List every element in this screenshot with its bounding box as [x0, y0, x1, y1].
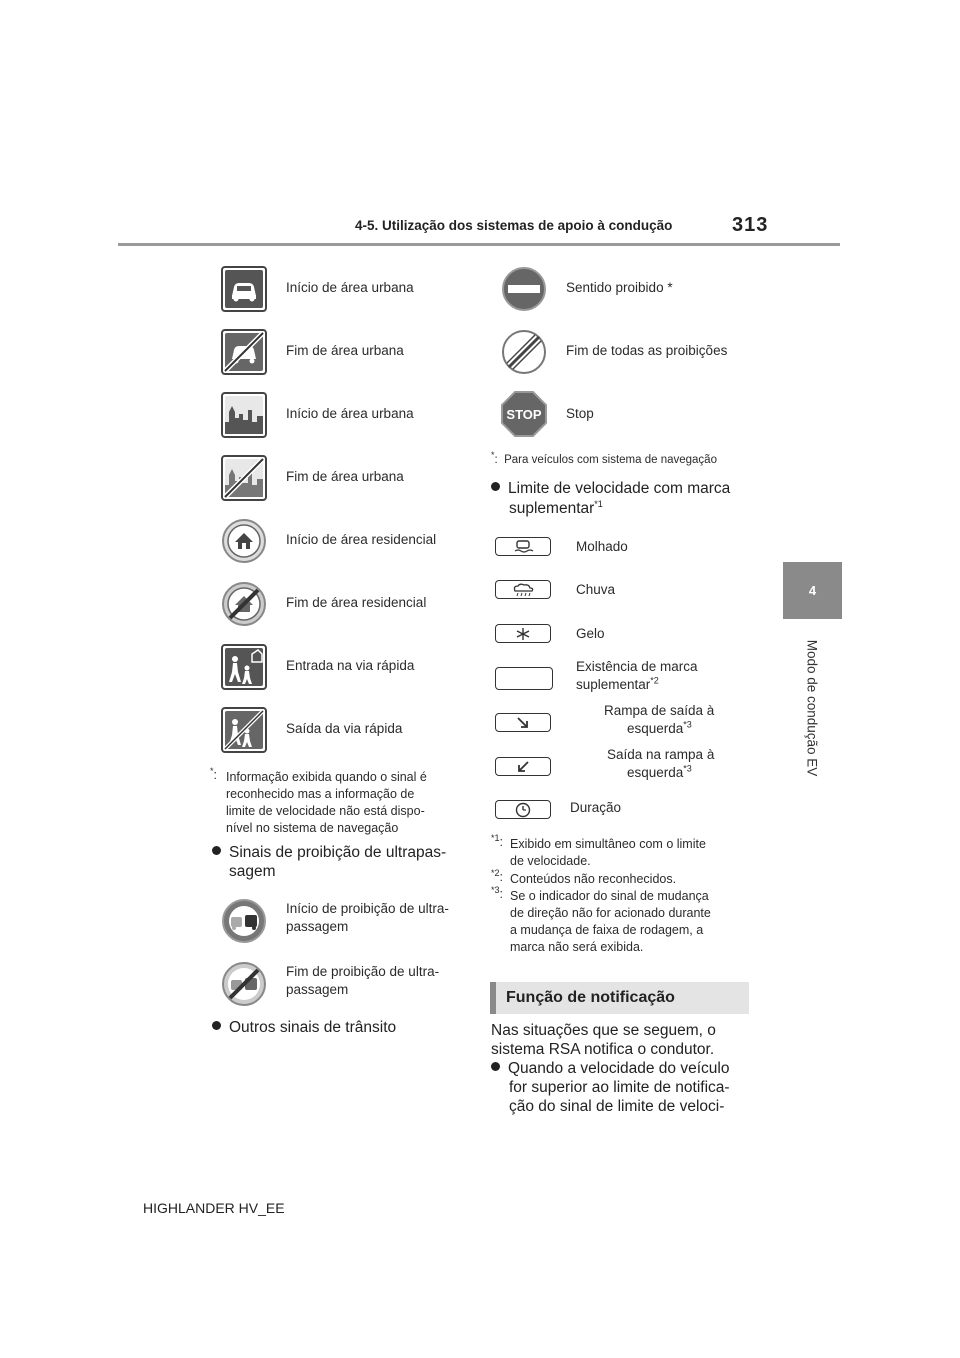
footnote-3-line-2: de direção não for acionado durante — [510, 906, 711, 920]
right-sign-label-3: Stop — [566, 406, 594, 421]
expressway-entry-sign-icon — [221, 644, 267, 690]
supplement-bullet-line-2: suplementar$^{*1}$ — [509, 498, 603, 517]
left-sign-label-7: Entrada na via rápida — [286, 658, 415, 673]
left-sign-label-8: Saída da via rápida — [286, 721, 403, 736]
bullet-dot-icon — [491, 482, 500, 491]
overtaking-label-2b: passagem — [286, 982, 349, 997]
blank-plate-icon — [495, 667, 553, 690]
left-note-line-3: limite de velocidade não está dispo- — [226, 804, 425, 818]
rain-cloud-icon — [495, 580, 551, 599]
end-all-restrictions-sign-icon — [500, 329, 548, 375]
house-round-crossed-sign-icon — [221, 581, 267, 627]
chapter-tab: 4 — [783, 562, 842, 619]
right-sign-label-1: Sentido proibido * — [566, 280, 673, 295]
footnote-3-line-4: marca não será exibida. — [510, 940, 644, 954]
supplement-label-4a: Existência de marca — [576, 659, 698, 674]
left-note-line-1: Informação exibida quando o sinal é — [226, 770, 427, 784]
page-number: 313 — [732, 214, 769, 236]
footnote-1-mark: $^{*1}$: — [491, 832, 503, 849]
header-rule — [118, 243, 840, 246]
supplement-label-6b: esquerda$^{*3}$ — [627, 763, 692, 780]
overtaking-label-1a: Início de proibição de ultra- — [286, 901, 449, 916]
car-sign-icon — [221, 266, 267, 312]
bullet-dot-icon — [212, 846, 221, 855]
footnote-1-line-2: de velocidade. — [510, 854, 591, 868]
overtaking-label-1b: passagem — [286, 919, 349, 934]
section-bullet-line-3: ção do sinal de limite de veloci- — [509, 1098, 725, 1115]
section-intro-line-2: sistema RSA notifica o condutor. — [491, 1041, 715, 1058]
overtaking-label-2a: Fim de proibição de ultra- — [286, 964, 440, 979]
overtaking-bullet: Sinais de proibição de ultrapas- — [212, 843, 446, 863]
footnote-2-line-1: Conteúdos não reconhecidos. — [510, 872, 677, 886]
supplement-label-5a: Rampa de saída à — [604, 703, 715, 718]
supplement-bullet: Limite de velocidade com marca — [491, 479, 730, 499]
section-intro-line-1: Nas situações que se seguem, o — [491, 1022, 716, 1039]
left-note-line-2: reconhecido mas a informação de — [226, 787, 415, 801]
footnote-3-mark: $^{*3}$: — [491, 884, 503, 901]
section-heading: Função de notificação — [490, 982, 749, 1014]
left-sign-label-1: Início de área urbana — [286, 280, 414, 295]
footer-model: HIGHLANDER HV_EE — [143, 1200, 285, 1216]
svg-text:STOP: STOP — [506, 407, 542, 422]
bullet-dot-icon — [212, 1021, 221, 1030]
footnote-1-line-1: Exibido em simultâneo com o limite — [510, 837, 706, 851]
right-sign-label-2: Fim de todas as proibições — [566, 343, 728, 358]
footnote-2-mark: $^{*2}$: — [491, 867, 503, 884]
city-skyline-crossed-sign-icon — [221, 455, 267, 501]
chapter-side-label: Modo de condução EV — [804, 639, 820, 777]
supplement-label-4b: suplementar$^{*2}$ — [576, 675, 659, 692]
supplement-label-2: Chuva — [576, 582, 616, 597]
no-overtaking-sign-icon — [221, 898, 267, 944]
supplement-label-1: Molhado — [576, 539, 628, 554]
footnote-3-line-1: Se o indicador do sinal de mudança — [510, 889, 709, 903]
no-entry-sign-icon — [500, 266, 548, 312]
section-bullet-line-2: for superior ao limite de notifica- — [509, 1079, 730, 1096]
header-title: 4-5. Utilização dos sistemas de apoio à condução — [355, 218, 673, 233]
left-note-mark: *: — [210, 765, 217, 782]
supplement-label-6a: Saída na rampa à — [607, 747, 715, 762]
stop-sign-icon — [500, 390, 548, 438]
supplement-label-7: Duração — [570, 800, 622, 815]
left-sign-label-2: Fim de área urbana — [286, 343, 404, 358]
bullet-dot-icon — [491, 1062, 500, 1071]
section-bullet-line-1: Quando a velocidade do veículo — [491, 1059, 729, 1078]
arrow-down-left-icon — [495, 757, 551, 776]
overtaking-bullet-line-2: sagem — [229, 863, 276, 880]
left-sign-label-4: Fim de área urbana — [286, 469, 404, 484]
no-overtaking-end-sign-icon — [221, 961, 267, 1007]
left-sign-label-3: Início de área urbana — [286, 406, 414, 421]
car-crossed-sign-icon — [221, 329, 267, 375]
left-note-line-4: nível no sistema de navegação — [226, 821, 399, 835]
clock-icon — [495, 800, 551, 819]
supplement-label-5b: esquerda$^{*3}$ — [627, 719, 692, 736]
left-sign-label-5: Início de área residencial — [286, 532, 437, 547]
arrow-down-right-icon — [495, 713, 551, 732]
footnote-3-line-3: a mudança de faixa de rodagem, a — [510, 923, 704, 937]
expressway-exit-sign-icon — [221, 707, 267, 753]
wet-road-icon — [495, 537, 551, 556]
supplement-label-3: Gelo — [576, 626, 605, 641]
city-skyline-sign-icon — [221, 392, 267, 438]
right-note: *: Para veículos com sistema de navegação — [491, 450, 717, 466]
other-signs-bullet: Outros sinais de trânsito — [212, 1018, 396, 1038]
house-round-sign-icon — [221, 518, 267, 564]
left-sign-label-6: Fim de área residencial — [286, 595, 427, 610]
snowflake-icon — [495, 624, 551, 643]
